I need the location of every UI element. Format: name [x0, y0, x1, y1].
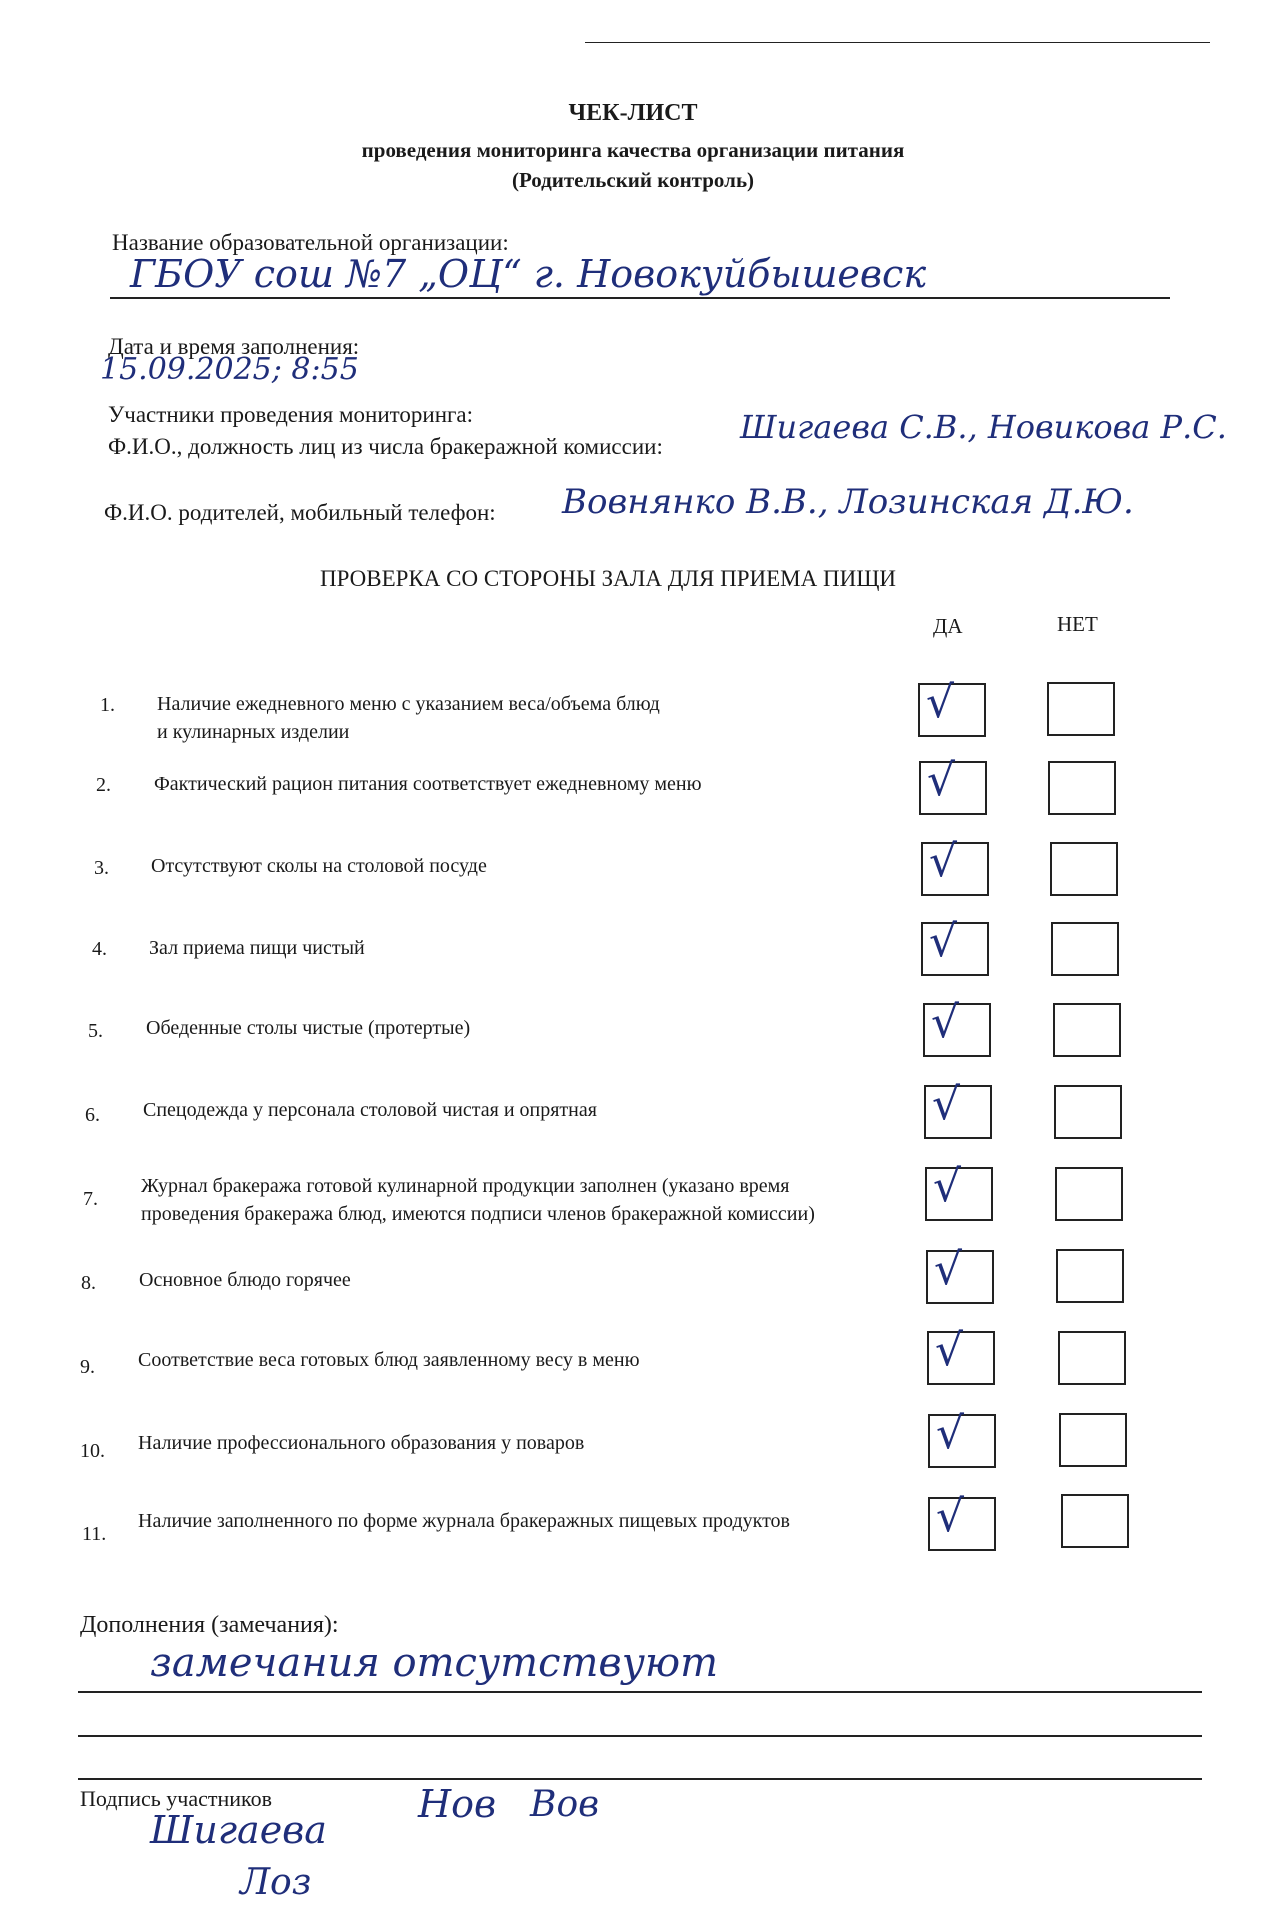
org-value: ГБОУ сош №7 „ОЦ“ г. Новокуйбышевск [130, 252, 927, 296]
page-subtitle-2: (Родительский контроль) [511, 168, 755, 192]
check-mark: √ [935, 1325, 964, 1376]
section-title: ПРОВЕРКА СО СТОРОНЫ ЗАЛА ДЛЯ ПРИЕМА ПИЩИ [319, 566, 897, 591]
no-checkbox[interactable] [1061, 1494, 1129, 1548]
item-number: 7. [83, 1188, 98, 1210]
item-number: 1. [100, 694, 115, 716]
yes-checkbox[interactable] [923, 997, 991, 1057]
check-mark: √ [931, 997, 960, 1048]
notes-line-2 [78, 1735, 1202, 1737]
column-no: НЕТ [1057, 612, 1098, 636]
no-checkbox[interactable] [1050, 842, 1118, 896]
yes-checkbox[interactable] [928, 1491, 996, 1551]
no-checkbox[interactable] [1056, 1249, 1124, 1303]
check-mark: √ [936, 1408, 965, 1459]
yes-checkbox[interactable] [925, 1161, 993, 1221]
check-mark: √ [927, 755, 956, 806]
check-mark: √ [934, 1244, 963, 1295]
org-underline [110, 297, 1170, 299]
date-label: Дата и время заполнения: [108, 334, 360, 359]
check-mark: √ [929, 916, 958, 967]
item-text: Фактический рацион питания соответствует ежедневному меню [154, 773, 702, 795]
top-rule [585, 42, 1210, 43]
check-mark: √ [929, 836, 958, 887]
yes-checkbox[interactable] [918, 677, 986, 737]
yes-checkbox[interactable] [919, 755, 987, 815]
notes-label: Дополнения (замечания): [80, 1612, 339, 1638]
item-number: 9. [80, 1356, 95, 1378]
no-checkbox[interactable] [1055, 1167, 1123, 1221]
no-checkbox[interactable] [1054, 1085, 1122, 1139]
signature-4: Лоз [240, 1862, 312, 1903]
no-checkbox[interactable] [1051, 922, 1119, 976]
yes-checkbox[interactable] [927, 1325, 995, 1385]
parents-value: Вовнянко В.В., Лозинская Д.Ю. [562, 482, 1134, 522]
item-number: 10. [80, 1440, 105, 1462]
page-subtitle: проведения мониторинга качества организации питания [361, 138, 905, 162]
yes-checkbox[interactable] [928, 1408, 996, 1468]
item-number: 11. [82, 1523, 107, 1545]
item-number: 4. [92, 938, 107, 960]
check-mark: √ [936, 1491, 965, 1542]
item-number: 8. [81, 1272, 96, 1294]
notes-line-1 [78, 1691, 1202, 1693]
no-checkbox[interactable] [1053, 1003, 1121, 1057]
participants-label: Участники проведения мониторинга: [108, 402, 474, 427]
page-title: ЧЕК-ЛИСТ [568, 100, 698, 126]
commission-value: Шигаева С.В., Новикова Р.С. [740, 408, 1227, 446]
item-text: Наличие ежедневного меню с указанием веса/объема блюд и кулинарных изделии [157, 693, 660, 743]
item-text: Журнал бракеража готовой кулинарной продукции заполнен (указано время проведения бракеража блюд, имеются подписи членов бракеражной комиссии) [141, 1175, 815, 1225]
item-text: Наличие профессионального образования у поваров [138, 1432, 585, 1454]
notes-line-3 [78, 1778, 1202, 1780]
signature-1: Шигаева [150, 1808, 327, 1852]
item-text: Зал приема пищи чистый [149, 937, 365, 959]
date-value: 15.09.2025; 8:55 [100, 352, 359, 387]
no-checkbox[interactable] [1048, 761, 1116, 815]
yes-checkbox[interactable] [924, 1079, 992, 1139]
signature-3: Вов [530, 1784, 600, 1825]
no-checkbox[interactable] [1058, 1331, 1126, 1385]
yes-checkbox[interactable] [921, 916, 989, 976]
parents-label: Ф.И.О. родителей, мобильный телефон: [104, 500, 496, 525]
signature-2: Нов [418, 1782, 497, 1826]
yes-checkbox[interactable] [921, 836, 989, 896]
item-number: 3. [94, 857, 109, 879]
item-number: 6. [85, 1104, 100, 1126]
yes-checkbox[interactable] [926, 1244, 994, 1304]
no-checkbox[interactable] [1059, 1413, 1127, 1467]
notes-value: замечания отсутствуют [150, 1640, 719, 1686]
item-text: Наличие заполненного по форме журнала бракеражных пищевых продуктов [138, 1510, 790, 1532]
item-text: Обеденные столы чистые (протертые) [146, 1017, 471, 1039]
item-text: Соответствие веса готовых блюд заявленному весу в меню [138, 1349, 640, 1371]
column-yes: ДА [933, 614, 963, 638]
check-mark: √ [932, 1079, 961, 1130]
item-text: Спецодежда у персонала столовой чистая и опрятная [143, 1099, 597, 1121]
commission-label: Ф.И.О., должность лиц из числа бракеражной комиссии: [108, 434, 663, 459]
item-text: Основное блюдо горячее [139, 1269, 351, 1291]
item-text: Отсутствуют сколы на столовой посуде [151, 855, 487, 877]
item-number: 5. [88, 1020, 103, 1042]
no-checkbox[interactable] [1047, 682, 1115, 736]
signature-label: Подпись участников [80, 1786, 273, 1811]
check-mark: √ [933, 1161, 962, 1212]
item-number: 2. [96, 774, 111, 796]
check-mark: √ [926, 677, 955, 728]
org-label: Название образовательной организации: [112, 230, 509, 255]
